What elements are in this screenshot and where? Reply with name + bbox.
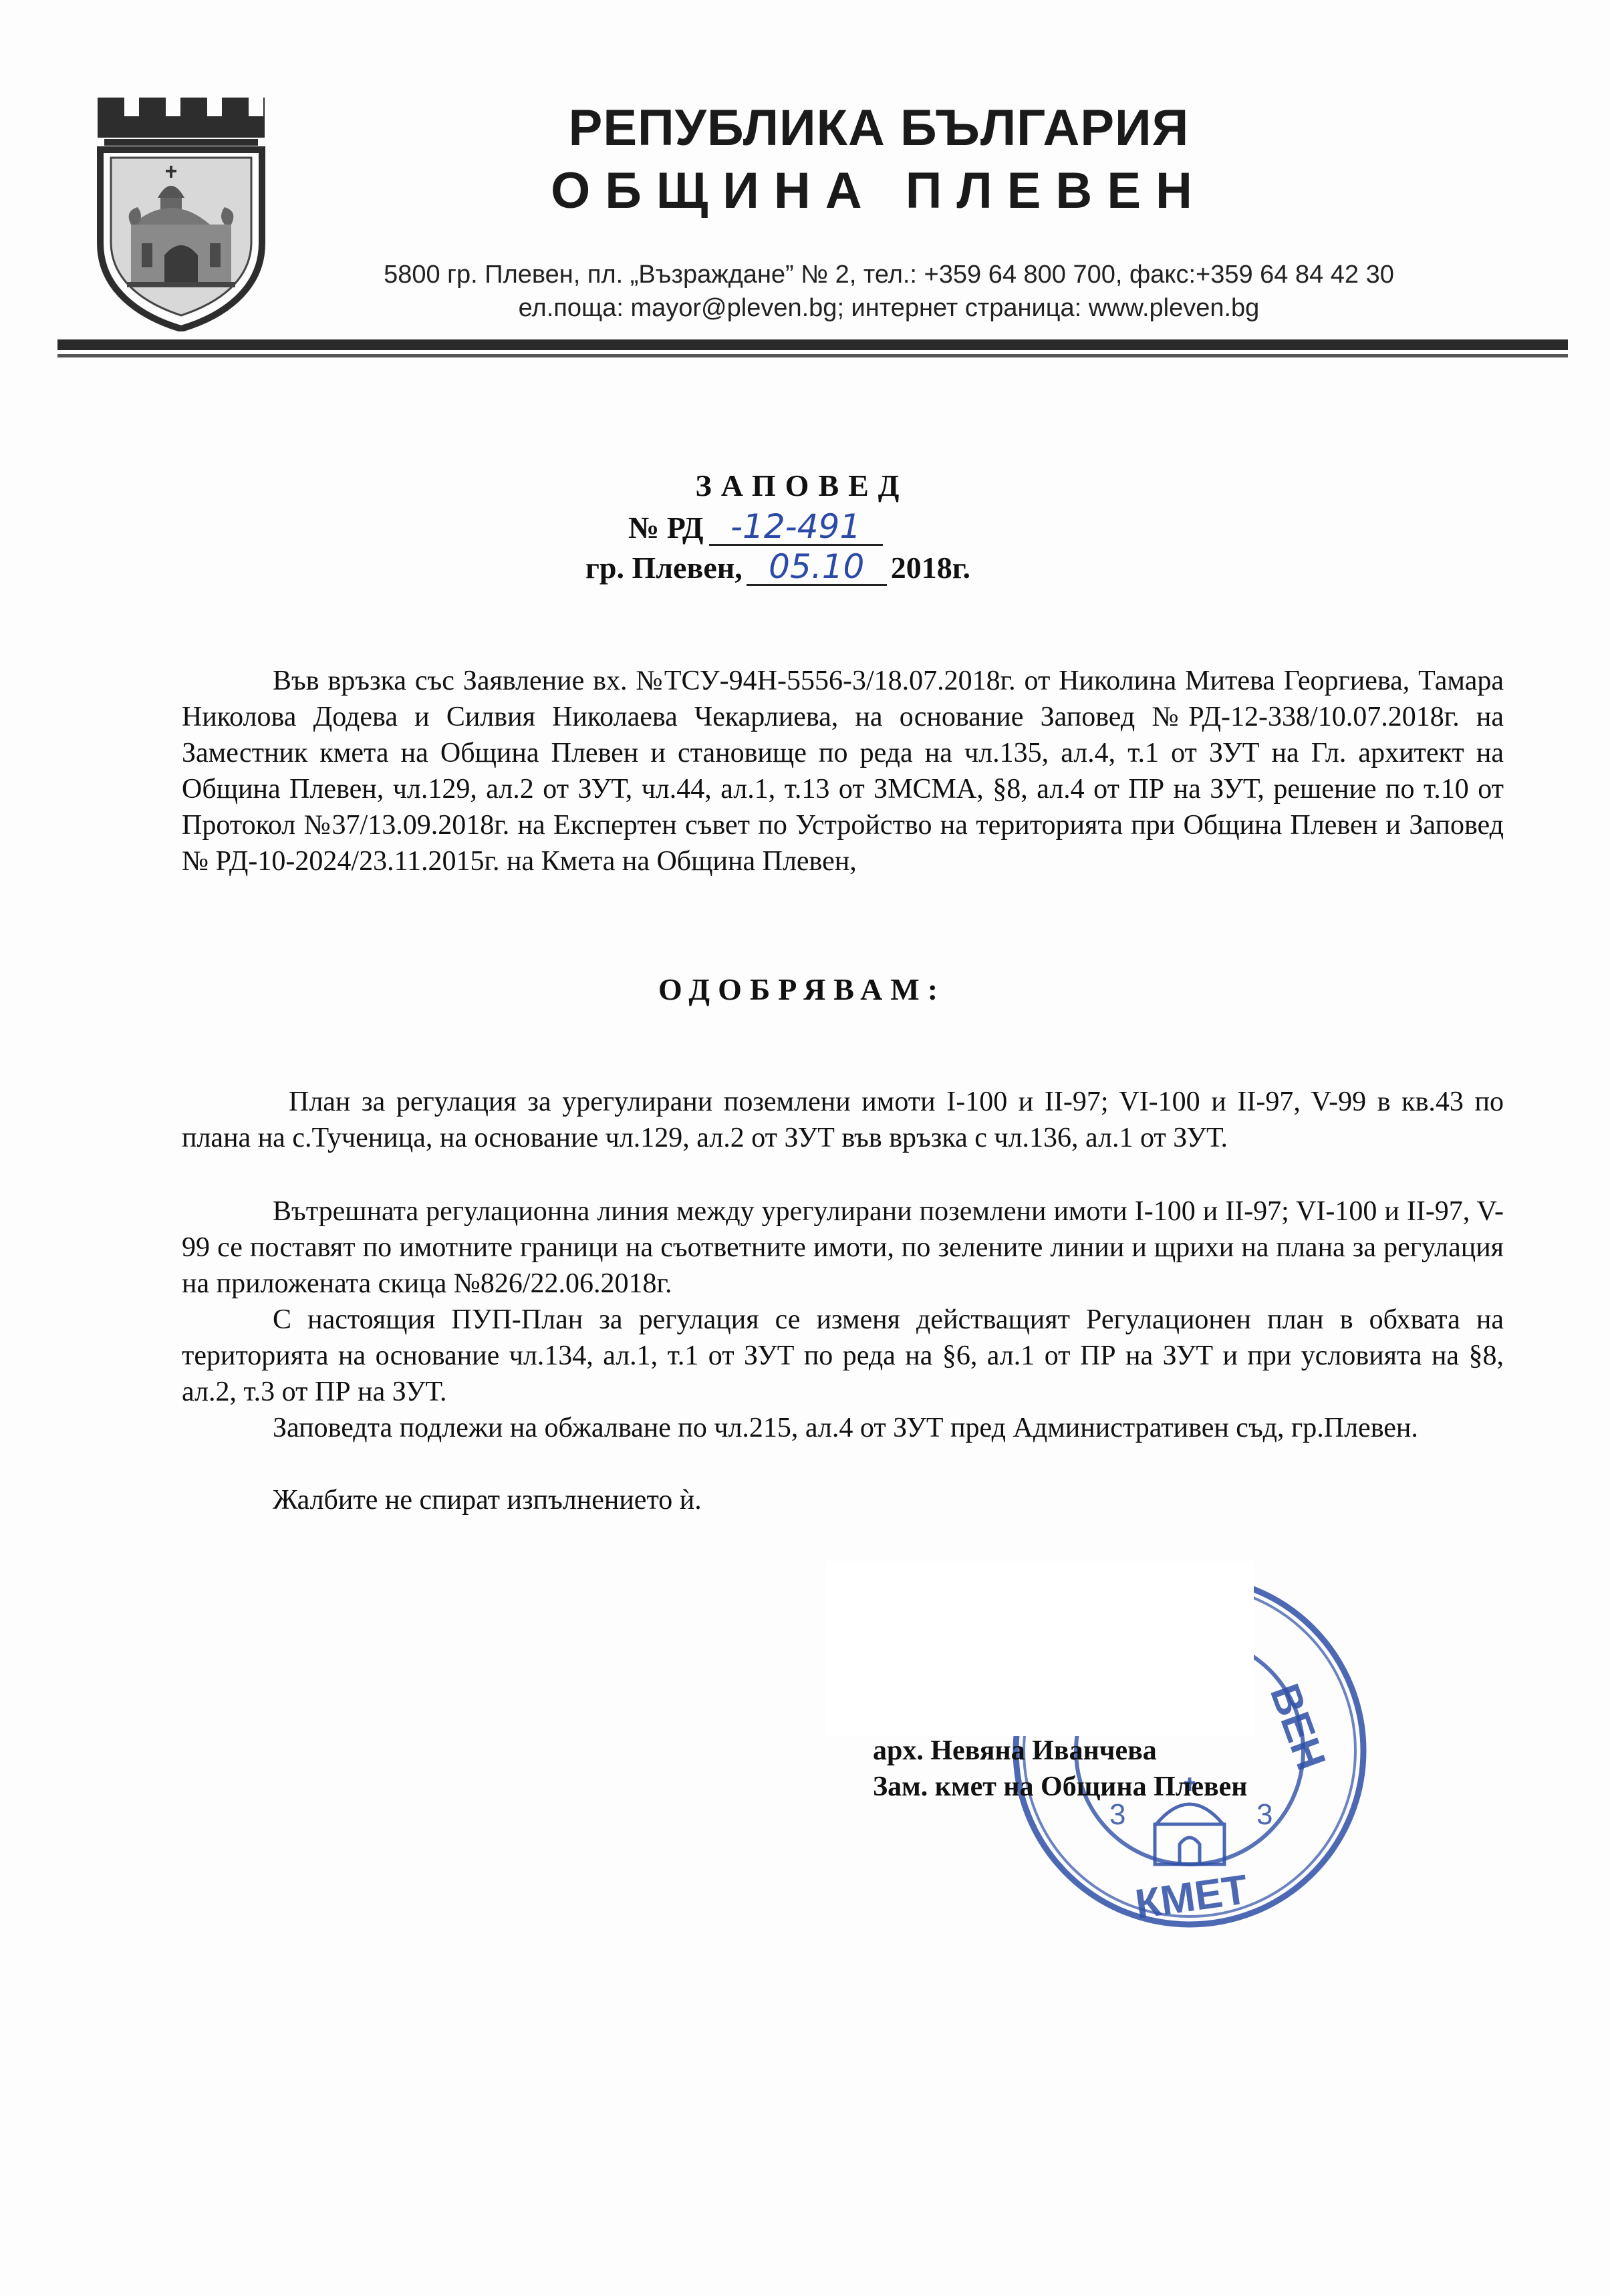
approve-heading: ОДОБРЯВАМ:: [658, 972, 946, 1006]
address-line: 5800 гр. Плевен, пл. „Възраждане” № 2, тел.: +359 64 800 700, факс:+359 64 84 42 30: [384, 261, 1394, 289]
order-number-handwritten: -12-491: [709, 509, 883, 546]
order-date-handwritten: 05.10: [747, 549, 887, 586]
order-date-prefix: гр. Плевен,: [585, 551, 743, 585]
paragraph-appeal: Заповедта подлежи на обжалване по чл.215, ал.4 от ЗУТ пред Административен съд, гр.Плевен.: [273, 1413, 1418, 1443]
paragraph-plan: План за регулация за урегулирани поземлени имоти I-100 и II-97; VI-100 и II-97, V-99 в кв.43 по плана на с.Тученица, на основание чл.129, ал.2 от ЗУТ във връзка с чл.136, ал.1 от ЗУТ.: [182, 1087, 1504, 1153]
stamp-number-left: 3: [1109, 1798, 1126, 1831]
intro-paragraph: Във връзка със Заявление вх. №ТСУ-94Н-5556-3/18.07.2018г. от Николина Митева Георгиева, Тамара Николова Додева и Силвия Николаева Чекарлиева, на основание Заповед №РД-12-338/10.07.2018г. на Заместник кмета на Община Плевен и становище по реда на чл.135, ал.4, т.1 от ЗУТ на Гл. архитект на Община Плевен, чл.129, ал.2 от ЗУТ, чл.44, ал.1, т.13 от ЗМСМА, §8, ал.4 от ПР на ЗУТ, решение по т.10 от Протокол №37/13.09.2018г. на Експертен съвет по Устройство на територията при Община Плевен и Заповед № РД-10-2024/23.11.2015г. на Кмета на Община Плевен,: [182, 666, 1504, 877]
stamp-number-right: 3: [1256, 1798, 1273, 1831]
order-date-suffix: 2018г.: [890, 551, 970, 585]
municipality-title: ОБЩИНА ПЛЕВЕН: [551, 162, 1207, 219]
paragraph-amendment: С настоящия ПУП-План за регулация се изменя действащият Регулационен план в обхвата на територията на основание чл.134, ал.1, т.1 от ЗУТ по реда на §6, ал.1 от ПР на ЗУТ и при условията на §8, ал.2, т.3 от ПР на ЗУТ.: [182, 1304, 1504, 1407]
order-date: [585, 549, 970, 586]
pleven-coat-of-arms-icon: [91, 91, 271, 331]
signatory-role: Зам. кмет на Община Плевен: [873, 1771, 1248, 1802]
stamp-text-bottom: КМЕТ: [1132, 1866, 1251, 1928]
country-title: РЕПУБЛИКА БЪЛГАРИЯ: [568, 100, 1190, 156]
contact-line: ел.поща: mayor@pleven.bg; интернет страница: www.pleven.bg: [518, 294, 1260, 322]
header-divider: [57, 339, 1568, 350]
order-title: ЗАПОВЕД: [695, 468, 909, 503]
paragraph-complaints: Жалбите не спират изпълнението ѝ.: [273, 1485, 702, 1516]
redacted-signature-area: [826, 1561, 1254, 1736]
header-divider-thin: [57, 354, 1568, 357]
stamp-text-top: ВЕН: [1260, 1678, 1335, 1776]
signatory-name: арх. Невяна Иванчева: [873, 1735, 1157, 1766]
paragraph-regulation-line: Вътрешната регулационна линия между урегулирани поземлени имоти I-100 и II-97; VI-100 и II-97, V-99 се поставят по имотните граници на съответните имоти, по зелените линии и щрихи на плана за регулация на приложената скица №826/22.06.2018г.: [182, 1196, 1504, 1299]
order-number-prefix: № РД: [628, 511, 704, 545]
order-number: [628, 509, 883, 546]
